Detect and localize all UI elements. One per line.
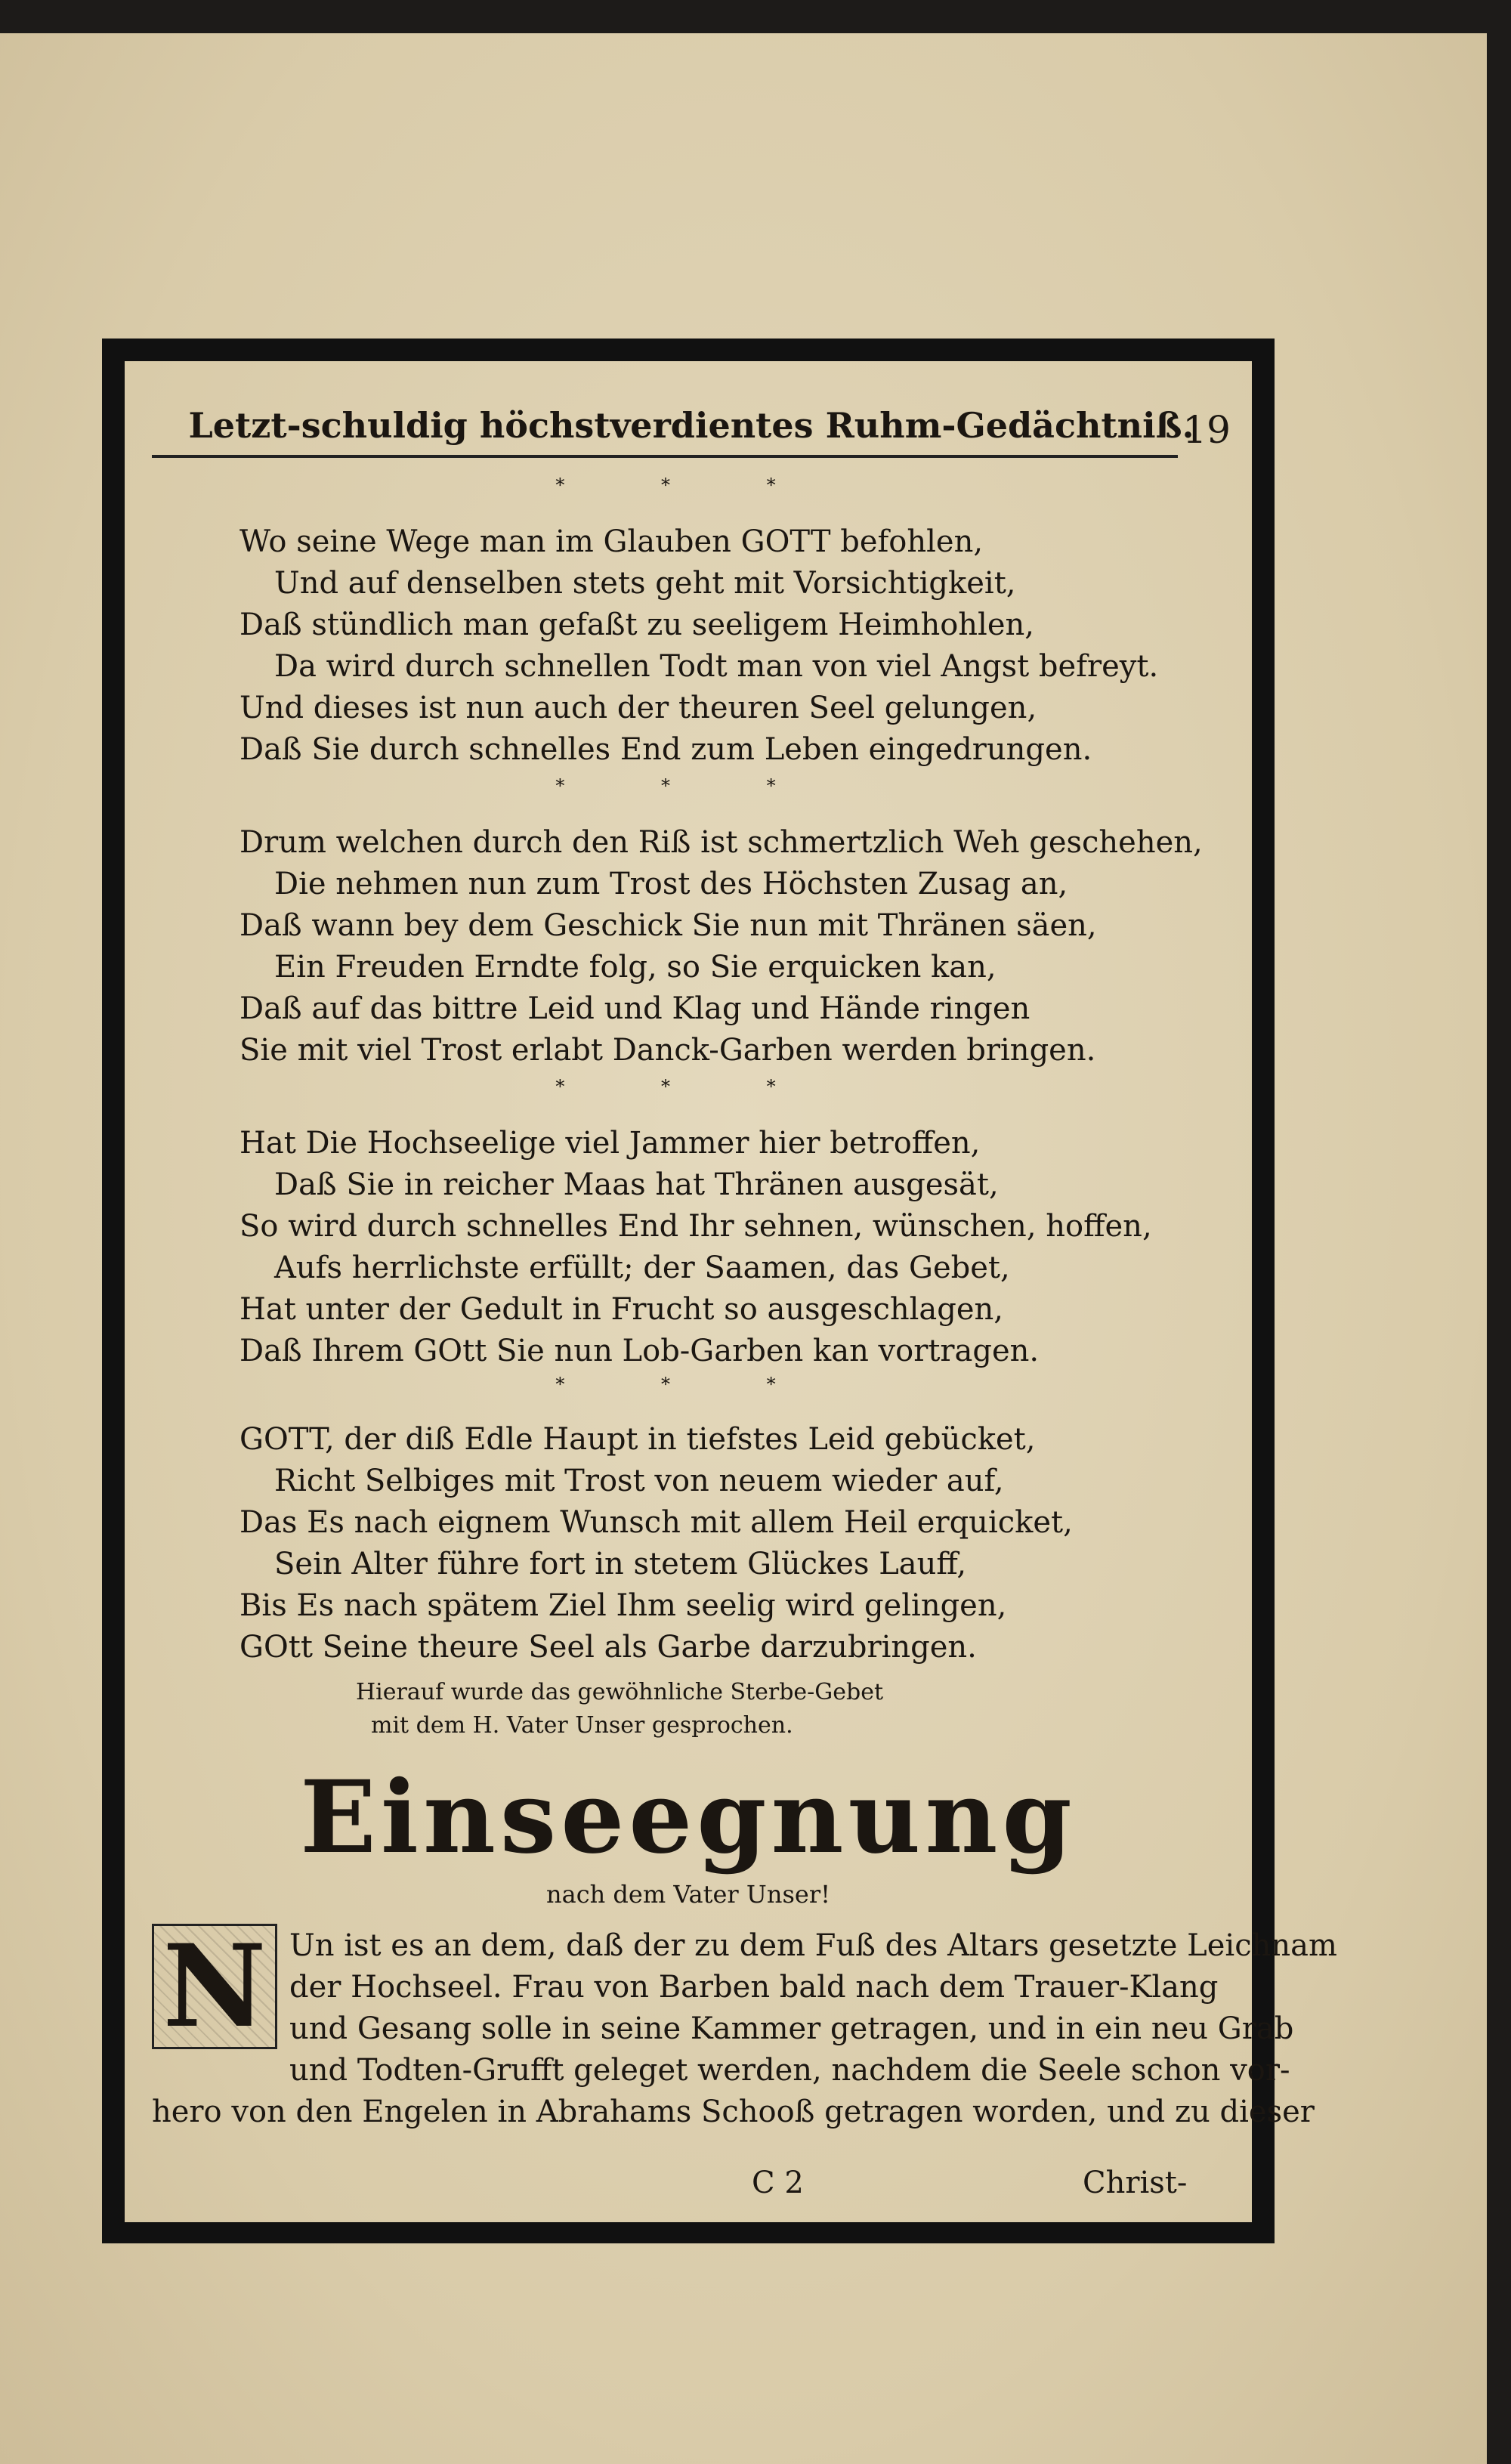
verse-line: Hat Die Hochseelige viel Jammer hier betroffen,	[239, 1126, 981, 1161]
verse-line: Die nehmen nun zum Trost des Höchsten Zusag an,	[274, 867, 1068, 901]
decorated-initial: N	[152, 1924, 277, 2049]
verse-line: So wird durch schnelles End Ihr sehnen, wünschen, hoffen,	[239, 1209, 1152, 1244]
stanza-separator: * * *	[555, 775, 821, 796]
note-line: mit dem H. Vater Unser gesprochen.	[371, 1712, 793, 1739]
stanza-separator: * * *	[555, 475, 821, 496]
verse-line: Aufs herrlichste erfüllt; der Saamen, das Gebet,	[274, 1251, 1010, 1285]
verse-line: Drum welchen durch den Riß ist schmertzlich Weh geschehen,	[239, 825, 1203, 860]
note-line: Hierauf wurde das gewöhnliche Sterbe-Gebet	[356, 1679, 884, 1705]
prayer-note	[356, 1676, 1036, 1742]
verse-line: Daß Ihrem GOtt Sie nun Lob-Garben kan vortragen.	[239, 1334, 1040, 1368]
running-header	[178, 405, 1231, 452]
verse-line: Daß auf das bittre Leid und Klag und Hände ringen	[239, 991, 1031, 1026]
verse-line: GOTT, der diß Edle Haupt in tiefstes Leid gebücket,	[239, 1422, 1036, 1457]
verse-line: Wo seine Wege man im Glauben GOTT befohlen,	[239, 524, 984, 559]
stanza-separator: * * *	[555, 1076, 821, 1097]
verse-line: Das Es nach eignem Wunsch mit allem Heil erquicket,	[239, 1505, 1073, 1540]
stanza-4	[239, 1419, 1184, 1668]
verse-line: Und auf denselben stets geht mit Vorsichtigkeit,	[274, 566, 1016, 601]
verse-line: Richt Selbiges mit Trost von neuem wieder auf,	[274, 1464, 1004, 1498]
verse-line: Ein Freuden Erndte folg, so Sie erquicken kan,	[274, 950, 997, 985]
section-subheading: nach dem Vater Unser!	[546, 1880, 830, 1909]
header-title: Letzt-schuldig höchstverdientes Ruhm-Gedächtniß.	[188, 405, 1194, 446]
stanza-1	[239, 521, 1184, 771]
stanza-separator: * * *	[555, 1374, 821, 1395]
verse-line: GOtt Seine theure Seel als Garbe darzubringen.	[239, 1630, 977, 1665]
verse-line: Daß stündlich man gefaßt zu seeligem Heimhohlen,	[239, 607, 1034, 642]
paragraph-line: der Hochseel. Frau von Barben bald nach dem Trauer-Klang	[289, 1970, 1219, 2005]
verse-line: Daß Sie in reicher Maas hat Thränen ausgesät,	[274, 1167, 999, 1202]
verse-line: Daß wann bey dem Geschick Sie nun mit Thränen säen,	[239, 908, 1097, 943]
paragraph-line: und Todten-Grufft geleget werden, nachdem die Seele schon vor-	[289, 2053, 1290, 2088]
stanza-3	[239, 1123, 1184, 1372]
verse-line: Sein Alter führe fort in stetem Glückes Lauff,	[274, 1547, 967, 1581]
book-page	[0, 33, 1487, 2464]
header-rule	[152, 455, 1178, 458]
page-number: 19	[1182, 408, 1231, 452]
paragraph-line: Un ist es an dem, daß der zu dem Fuß des Altars gesetzte Leichnam	[289, 1928, 1337, 1963]
catchword: Christ-	[1083, 2166, 1188, 2200]
verse-line: Bis Es nach spätem Ziel Ihm seelig wird gelingen,	[239, 1588, 1007, 1623]
verse-line: Daß Sie durch schnelles End zum Leben eingedrungen.	[239, 732, 1092, 767]
section-heading: Einseegnung	[300, 1759, 1077, 1876]
stanza-2	[239, 822, 1203, 1071]
verse-line: Hat unter der Gedult in Frucht so ausgeschlagen,	[239, 1292, 1003, 1327]
verse-line: Da wird durch schnellen Todt man von viel Angst befreyt.	[274, 649, 1159, 684]
verse-line: Sie mit viel Trost erlabt Danck-Garben werden bringen.	[239, 1033, 1096, 1068]
signature-mark: C 2	[752, 2166, 804, 2200]
paragraph-line: hero von den Engelen in Abrahams Schooß getragen worden, und zu dieser	[152, 2095, 1315, 2129]
verse-line: Und dieses ist nun auch der theuren Seel gelungen,	[239, 691, 1037, 725]
mourning-border	[102, 339, 1337, 2243]
paragraph-line: und Gesang solle in seine Kammer getragen, und in ein neu Grab	[289, 2011, 1294, 2046]
